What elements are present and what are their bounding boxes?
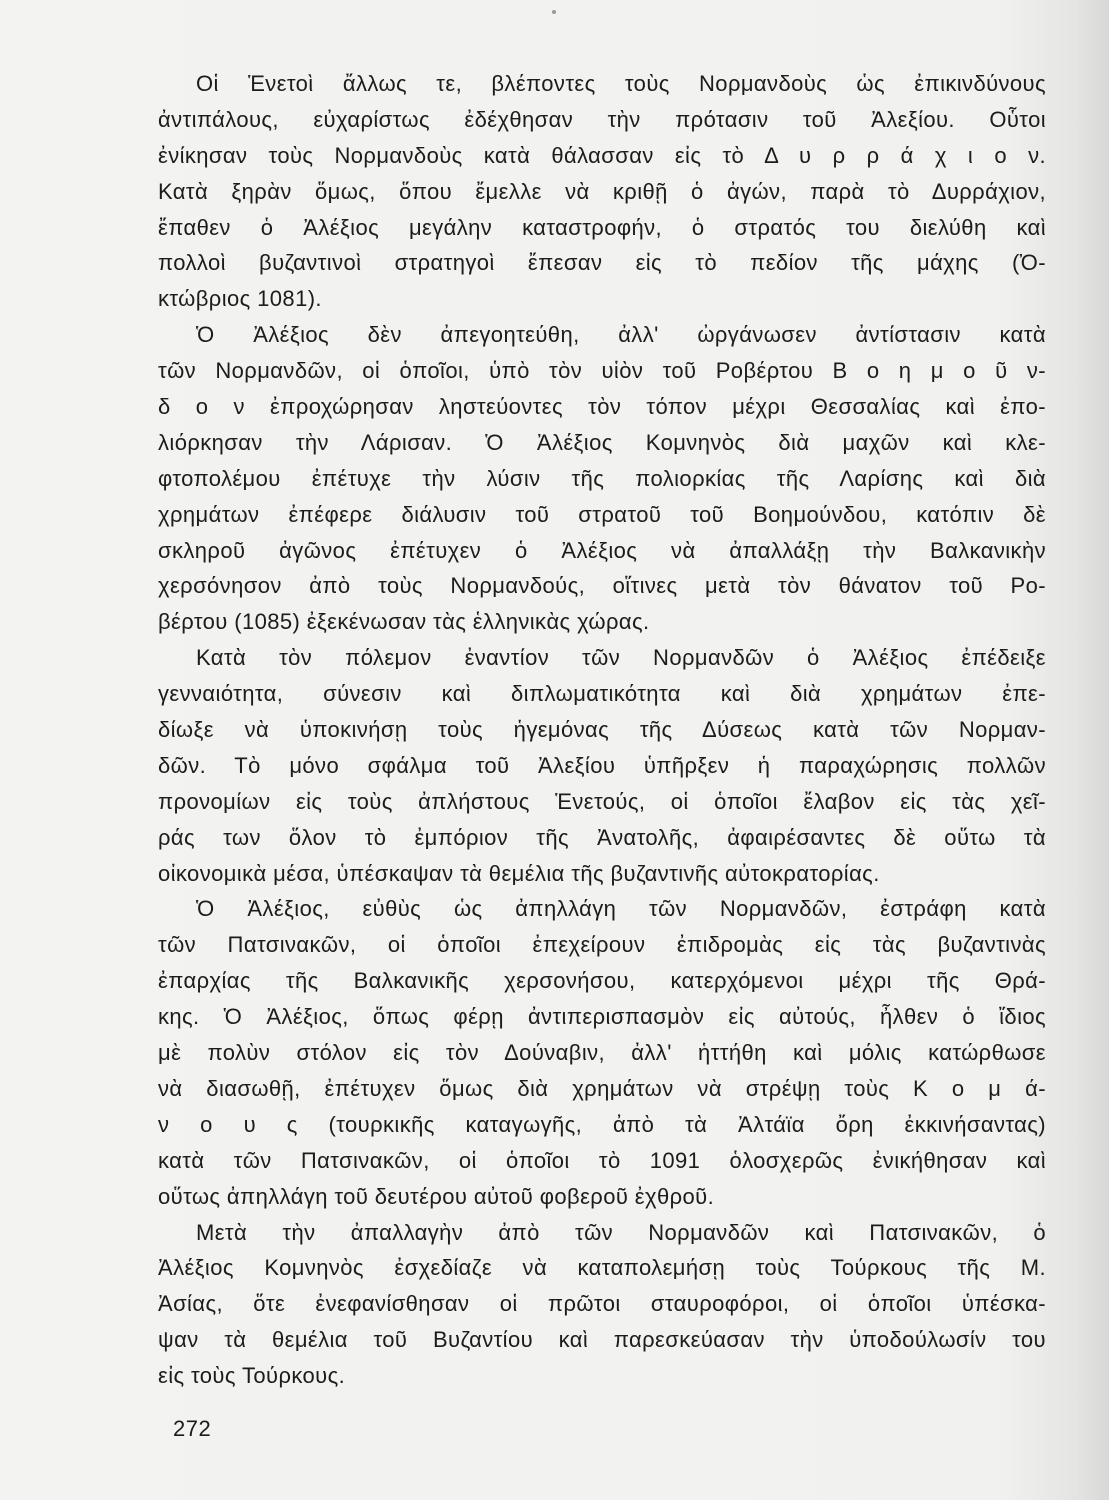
text-line: σκληροῦ ἀγῶνος ἐπέτυχεν ὁ Ἀλέξιος νὰ ἀπαλλάξῃ τὴν Βαλκανικὴν <box>158 537 1046 563</box>
page-number: 272 <box>173 1416 212 1441</box>
text-line: δῶν. Τὸ μόνο σφάλμα τοῦ Ἀλεξίου ὑπῆρξεν ἡ παραχώρησις πολλῶν <box>158 752 1046 778</box>
text-line: κτώβριος 1081). <box>158 286 322 312</box>
text-line: γενναιότητα, σύνεσιν καὶ διπλωματικότητα καὶ διὰ χρημάτων ἐπε- <box>158 681 1046 707</box>
text-line: κης. Ὁ Ἀλέξιος, ὅπως φέρῃ ἀντιπερισπασμὸν εἰς αὐτούς, ἦλθεν ὁ ἴδιος <box>158 1004 1046 1030</box>
text-line: κατὰ τῶν Πατσινακῶν, οἱ ὁποῖοι τὸ 1091 ὁλοσχερῶς ἐνικήθησαν καὶ <box>158 1147 1046 1173</box>
text-line: ἔπαθεν ὁ Ἀλέξιος μεγάλην καταστροφήν, ὁ στρατός του διελύθη καὶ <box>158 214 1046 240</box>
text-line: προνομίων εἰς τοὺς ἀπλήστους Ἑνετούς, οἱ ὁποῖοι ἔλαβον εἰς τὰς χεῖ- <box>158 788 1046 814</box>
text-line: νὰ διασωθῇ, ἐπέτυχεν ὅμως διὰ χρημάτων νὰ στρέψῃ τοὺς Κ ο μ ά- <box>158 1075 1046 1101</box>
text-line: Οἱ Ἑνετοὶ ἄλλως τε, βλέποντες τοὺς Νορμανδοὺς ὡς ἐπικινδύνους <box>196 71 1046 96</box>
text-line: οὕτως ἀπηλλάγη τοῦ δευτέρου αὐτοῦ φοβεροῦ ἐχθροῦ. <box>158 1183 715 1209</box>
text-line: εἰς τοὺς Τούρκους. <box>158 1363 346 1389</box>
text-line: ἐπαρχίας τῆς Βαλκανικῆς χερσονήσου, κατερχόμενοι μέχρι τῆς Θρά- <box>158 968 1046 994</box>
text-line: Κατὰ ξηρὰν ὅμως, ὅπου ἔμελλε νὰ κριθῇ ὁ ἀγών, παρὰ τὸ Δυρράχιον, <box>158 178 1046 204</box>
text-line: τῶν Πατσινακῶν, οἱ ὁποῖοι ἐπεχείρουν ἐπιδρομὰς εἰς τὰς βυζαντινὰς <box>158 932 1046 958</box>
text-line: χρημάτων ἐπέφερε διάλυσιν τοῦ στρατοῦ τοῦ Βοημούνδου, κατόπιν δὲ <box>158 501 1046 527</box>
text-line: χερσόνησον ἀπὸ τοὺς Νορμανδούς, οἵτινες μετὰ τὸν θάνατον τοῦ Ρο- <box>158 573 1046 599</box>
text-line: μὲ πολὺν στόλον εἰς τὸν Δούναβιν, ἀλλ' ἡττήθη καὶ μόλις κατώρθωσε <box>158 1040 1046 1066</box>
text-line: δίωξε νὰ ὑποκινήσῃ τοὺς ἡγεμόνας τῆς Δύσεως κατὰ τῶν Νορμαν- <box>158 717 1046 743</box>
text-line: Ὁ Ἀλέξιος δὲν ἀπεγοητεύθη, ἀλλ' ὠργάνωσεν ἀντίστασιν κατὰ <box>196 322 1046 348</box>
text-line: ψαν τὰ θεμέλια τοῦ Βυζαντίου καὶ παρεσκεύασαν τὴν ὑποδούλωσίν του <box>158 1327 1046 1353</box>
text-line: τῶν Νορμανδῶν, οἱ ὁποῖοι, ὑπὸ τὸν υἱὸν τοῦ Ροβέρτου Β ο η μ ο ῦ ν- <box>158 358 1046 384</box>
text-line: Ἀλέξιος Κομνηνὸς ἐσχεδίαζε νὰ καταπολεμήσῃ τοὺς Τούρκους τῆς Μ. <box>158 1255 1046 1281</box>
text-line: ν ο υ ς (τουρκικῆς καταγωγῆς, ἀπὸ τὰ Ἀλτάϊα ὄρη ἐκκινήσαντας) <box>158 1111 1046 1137</box>
text-line: βέρτου (1085) ἐξεκένωσαν τὰς ἑλληνικὰς χώρας. <box>158 609 650 635</box>
text-line: ράς των ὅλον τὸ ἐμπόριον τῆς Ἀνατολῆς, ἀφαιρέσαντες δὲ οὕτω τὰ <box>158 824 1046 850</box>
text-line: δ ο ν ἐπροχώρησαν ληστεύοντες τὸν τόπον μέχρι Θεσσαλίας καὶ ἐπο- <box>158 394 1046 420</box>
text-line: λιόρκησαν τὴν Λάρισαν. Ὁ Ἀλέξιος Κομνηνὸς διὰ μαχῶν καὶ κλε- <box>158 429 1046 455</box>
text-line: ἐνίκησαν τοὺς Νορμανδοὺς κατὰ θάλασσαν εἰς τὸ Δ υ ρ ρ ά χ ι ο ν. <box>158 142 1046 168</box>
text-line: Κατὰ τὸν πόλεμον ἐναντίον τῶν Νορμανδῶν ὁ Ἀλέξιος ἐπέδειξε <box>196 645 1046 671</box>
text-line: ἀντιπάλους, εὐχαρίστως ἐδέχθησαν τὴν πρότασιν τοῦ Ἀλεξίου. Οὗτοι <box>158 106 1046 132</box>
body-text <box>158 66 1046 1394</box>
text-line: Ὁ Ἀλέξιος, εὐθὺς ὡς ἀπηλλάγη τῶν Νορμανδῶν, ἐστράφη κατὰ <box>196 896 1046 922</box>
text-line: Μετὰ τὴν ἀπαλλαγὴν ἀπὸ τῶν Νορμανδῶν καὶ Πατσινακῶν, ὁ <box>196 1219 1046 1245</box>
scan-speck <box>552 10 556 14</box>
text-line: πολλοὶ βυζαντινοὶ στρατηγοὶ ἔπεσαν εἰς τὸ πεδίον τῆς μάχης (Ὀ- <box>158 250 1046 276</box>
text-line: φτοπολέμου ἐπέτυχε τὴν λύσιν τῆς πολιορκίας τῆς Λαρίσης καὶ διὰ <box>158 465 1046 491</box>
text-line: Ἀσίας, ὅτε ἐνεφανίσθησαν οἱ πρῶτοι σταυροφόροι, οἱ ὁποῖοι ὑπέσκα- <box>158 1291 1046 1317</box>
text-line: οἰκονομικὰ μέσα, ὑπέσκαψαν τὰ θεμέλια τῆς βυζαντινῆς αὐτοκρατορίας. <box>158 860 880 886</box>
